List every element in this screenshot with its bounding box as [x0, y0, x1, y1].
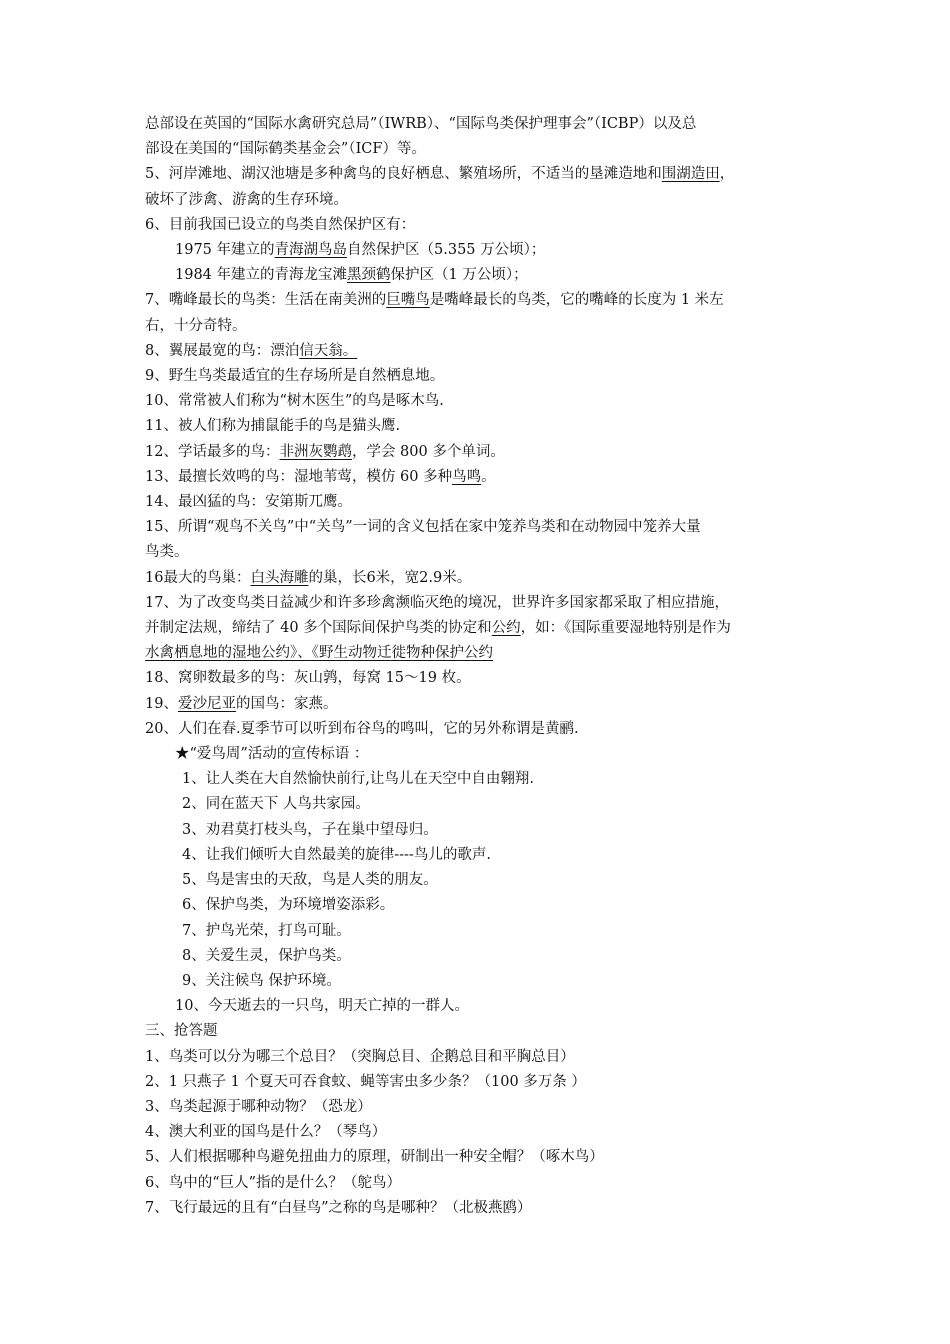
text-line: [145, 188, 813, 213]
text-line: [145, 566, 813, 591]
text-span: 总部设在英国的“国际水禽研究总局”（IWRB）、“国际鸟类保护理事会”（ICBP）以及总: [145, 116, 697, 132]
text-line: [145, 1171, 813, 1196]
text-span: 2、同在蓝天下 人鸟共家园。: [182, 796, 370, 813]
text-line: [145, 1145, 813, 1170]
text-span: 8、翼展最宽的鸟：漂泊: [145, 342, 300, 359]
text-line: [145, 919, 813, 944]
text-line: [145, 162, 813, 187]
text-span: 三、抢答题: [145, 1023, 218, 1040]
text-span: 破坏了涉禽、游禽的生存环境。: [145, 191, 348, 208]
text-span: 右，十分奇特。: [145, 317, 247, 334]
text-line: [145, 1070, 813, 1095]
text-line: [145, 843, 813, 868]
text-line: [145, 112, 813, 137]
text-line: [145, 994, 813, 1019]
text-line: [145, 818, 813, 843]
text-span: 15、所谓“观鸟不关鸟”中“关鸟”一词的含义包括在家中笼养鸟类和在动物园中笼养大量: [145, 519, 701, 536]
text-line: [145, 1045, 813, 1070]
text-line: [145, 314, 813, 339]
text-line: [145, 868, 813, 893]
text-span: 13、最擅长效鸣的鸟：湿地苇莺，模仿 60 多种: [145, 468, 453, 485]
underlined-text: 青海湖鸟岛: [274, 242, 348, 259]
text-line: [145, 893, 813, 918]
text-line: [145, 591, 813, 616]
text-span: 17、为了改变鸟类日益减少和许多珍禽濒临灭绝的境况，世界许多国家都采取了相应措施，: [145, 594, 729, 611]
text-line: [145, 969, 813, 994]
text-span: 3、劝君莫打枝头鸟，子在巢中望母归。: [182, 821, 438, 838]
text-span: 。: [481, 468, 496, 485]
underlined-text: 信天翁。: [299, 342, 358, 359]
text-span: 19、: [145, 695, 178, 712]
text-span: 并制定法规，缔结了 40 多个国际间保护鸟类的协定和: [145, 620, 492, 637]
underlined-text: 巨嘴鸟: [386, 292, 430, 309]
underlined-text: 黑颈鹤: [347, 267, 391, 284]
text-span: 10、今天逝去的一只鸟，明天亡掉的一群人。: [175, 998, 469, 1015]
text-span: 5、鸟是害虫的天敌，鸟是人类的朋友。: [182, 872, 438, 889]
text-span: 鸟类。: [145, 544, 189, 561]
text-span: 1975 年建立的: [175, 242, 275, 259]
underlined-text: 围湖造田: [661, 166, 720, 183]
text-span: 自然保护区（5.355 万公顷）；: [347, 242, 546, 259]
text-span: ，学会 800 多个单词。: [351, 443, 505, 460]
text-span: 18、窝卵数最多的鸟：灰山鹑，每窝 15～19 枚。: [145, 670, 471, 687]
text-span: 5、河岸滩地、湖汉池塘是多种禽鸟的良好栖息、繁殖场所，不适当的垦滩造地和: [145, 166, 662, 183]
text-line: [145, 1120, 813, 1145]
text-span: 6、目前我国已设立的鸟类自然保护区有：: [145, 216, 416, 233]
text-span: 9、关注候鸟 保护环境。: [182, 972, 341, 989]
text-span: 14、最凶猛的鸟：安第斯兀鹰。: [145, 494, 352, 511]
text-span: 5、人们根据哪种鸟避免扭曲力的原理，研制出一种安全帽？（啄木鸟）: [145, 1149, 604, 1166]
text-line: [145, 792, 813, 817]
text-line: [145, 515, 813, 540]
text-span: 11、被人们称为捕鼠能手的鸟是猫头鹰.: [145, 418, 401, 435]
underlined-text: 公约: [491, 620, 521, 637]
text-span: 保护区（1 万公顷）；: [390, 267, 528, 284]
underlined-text: 非洲灰鹦鹉: [279, 443, 352, 460]
text-line: [145, 717, 813, 742]
text-line: [145, 364, 813, 389]
text-line: [145, 692, 813, 717]
text-line: [145, 389, 813, 414]
text-line: [145, 213, 813, 238]
text-span: 10、常常被人们称为“树木医生”的鸟是啄木鸟.: [145, 393, 444, 410]
text-span: 20、人们在春.夏季节可以听到布谷鸟的鸣叫，它的另外称谓是黄鹂.: [145, 720, 579, 737]
text-line: [145, 137, 813, 162]
text-span: 7、护鸟光荣，打鸟可耻。: [182, 922, 351, 939]
text-span: 的国鸟：家燕。: [235, 695, 338, 712]
text-line: [145, 666, 813, 691]
text-span: 3、鸟类起源于哪种动物？（恐龙）: [145, 1098, 372, 1115]
text-line: [145, 238, 813, 263]
text-span: 16最大的鸟巢：: [145, 569, 251, 586]
text-line: [145, 1196, 813, 1221]
text-span: 6、鸟中的“巨人”指的是什么？（鸵鸟）: [145, 1174, 402, 1191]
text-span: 7、嘴峰最长的鸟类：生活在南美洲的: [145, 292, 387, 309]
text-span: 6、保护鸟类，为环境增姿添彩。: [182, 897, 395, 914]
underlined-text: 爱沙尼亚: [177, 695, 236, 712]
text-line: [145, 465, 813, 490]
underlined-text: 鸟鸣: [452, 468, 482, 485]
text-span: 是嘴峰最长的鸟类，它的嘴峰的长度为 1 米左: [429, 292, 724, 309]
text-span: ，: [719, 166, 735, 183]
text-span: 4、让我们倾听大自然最美的旋律----鸟儿的歌声.: [182, 846, 491, 863]
text-span: 1984 年建立的青海龙宝滩: [175, 267, 348, 284]
text-line: [145, 641, 813, 666]
text-line: [145, 616, 813, 641]
text-line: [145, 742, 813, 767]
text-span: ，如：《国际重要湿地特别是作为: [520, 620, 731, 637]
text-line: [145, 263, 813, 288]
text-span: ★“爱鸟周”活动的宣传标语 ：: [175, 746, 369, 763]
text-span: 部设在美国的“国际鹤类基金会”（ICF）等。: [145, 141, 426, 158]
text-span: 1、鸟类可以分为哪三个总目？（突胸总目、企鹅总目和平胸总目）: [145, 1048, 575, 1065]
text-span: 1、让人类在大自然愉快前行,让鸟儿在天空中自由翱翔.: [182, 771, 534, 788]
text-line: [145, 339, 813, 364]
text-span: 7、飞行最远的且有“白昼鸟”之称的鸟是哪种？（北极燕鸥）: [145, 1199, 532, 1216]
text-span: 8、关爱生灵，保护鸟类。: [182, 947, 351, 964]
document-body: [145, 112, 813, 1221]
text-span: 9、野生鸟类最适宜的生存场所是自然栖息地。: [145, 368, 445, 385]
text-line: [145, 1095, 813, 1120]
text-line: [145, 440, 813, 465]
underlined-text: 白头海雕: [250, 569, 309, 586]
text-line: [145, 540, 813, 565]
text-span: 12、学话最多的鸟：: [145, 443, 280, 460]
text-line: [145, 1019, 813, 1044]
underlined-text: 水禽栖息地的湿地公约》、《野生动物迁徙物种保护公约: [145, 645, 493, 662]
text-line: [145, 944, 813, 969]
text-span: 2、1 只燕子 1 个夏天可吞食蚊、蝇等害虫多少条？（100 多万条 ）: [145, 1073, 586, 1090]
text-span: 的巢，长6米，宽2.9米。: [308, 569, 472, 586]
text-span: 4、澳大利亚的国鸟是什么？（琴鸟）: [145, 1124, 387, 1141]
text-line: [145, 414, 813, 439]
text-line: [145, 767, 813, 792]
text-line: [145, 288, 813, 313]
text-line: [145, 490, 813, 515]
